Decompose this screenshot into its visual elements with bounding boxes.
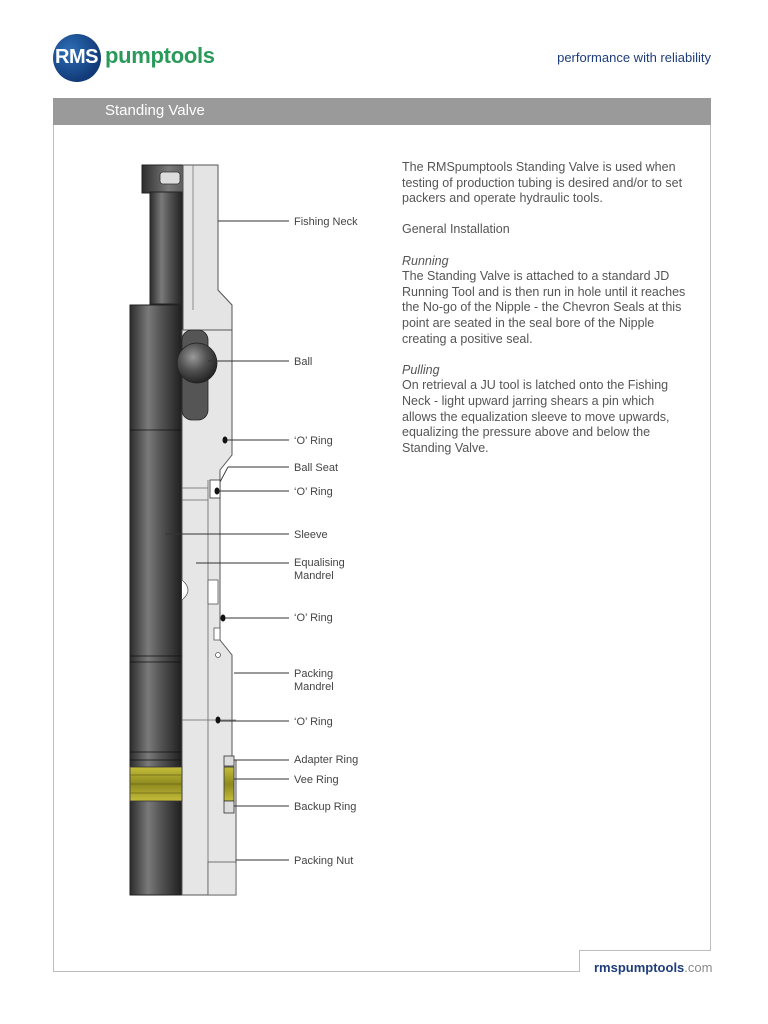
pulling-text: On retrieval a JU tool is latched onto the Fishing Neck - light upward jarring shears a pin which allows the equalization sleeve to move upwards, equalizing the pressure above and below the Standing Valve. [402, 378, 670, 455]
label-packing-mandrel: Mandrel [294, 681, 334, 693]
intro-text: The RMSpumptools Standing Valve is used when testing of production tubing is desired and/or to set packers and operate hydraulic tools. [402, 160, 683, 206]
label-sleeve: Sleeve [294, 529, 328, 541]
footer-domain-name: rmspumptools [594, 960, 685, 975]
footer-domain-tld: .com [684, 960, 713, 975]
label-backup-ring: Backup Ring [294, 801, 357, 813]
o-ring-4 [216, 717, 221, 724]
label-o-ring-2: ‘O’ Ring [294, 486, 333, 498]
logo-wordmark: pumptools [105, 43, 215, 68]
logo-mark: RMS [55, 46, 98, 68]
footer-domain[interactable] [594, 960, 712, 975]
label-vee-ring: Vee Ring [294, 774, 339, 786]
running-heading: Running [402, 253, 449, 268]
label-packing: Packing [294, 668, 334, 680]
label-adapter-ring: Adapter Ring [294, 754, 359, 766]
label-packing-nut: Packing Nut [294, 855, 354, 867]
running-text: The Standing Valve is attached to a standard JD Running Tool and is then run in hole until it reaches the No-go of the Nipple - the Chevron Seals at this point are seated in the seal bore of the Nipple creating a positive seal. [402, 269, 686, 346]
label-equalising-mandrel: Mandrel [294, 570, 334, 582]
o-ring-3 [221, 615, 226, 622]
label-o-ring-4: ‘O’ Ring [294, 716, 333, 728]
tagline: performance with reliability [557, 50, 711, 65]
section-heading: General Installation [402, 222, 510, 237]
adapter-ring [224, 756, 234, 766]
pulling-heading: Pulling [402, 362, 440, 377]
page-title: Standing Valve [105, 102, 205, 119]
label-ball-seat: Ball Seat [294, 462, 339, 474]
o-ring-1 [223, 437, 228, 444]
label-ball: Ball [294, 356, 313, 368]
label-fishing-neck: Fishing Neck [294, 216, 358, 228]
label-o-ring-1: ‘O’ Ring [294, 435, 333, 447]
o-ring-2 [215, 488, 220, 495]
backup-ring [224, 801, 234, 813]
label-o-ring-3: ‘O’ Ring [294, 612, 333, 624]
sleeve-body [130, 305, 182, 895]
label-equalising: Equalising [294, 557, 345, 569]
